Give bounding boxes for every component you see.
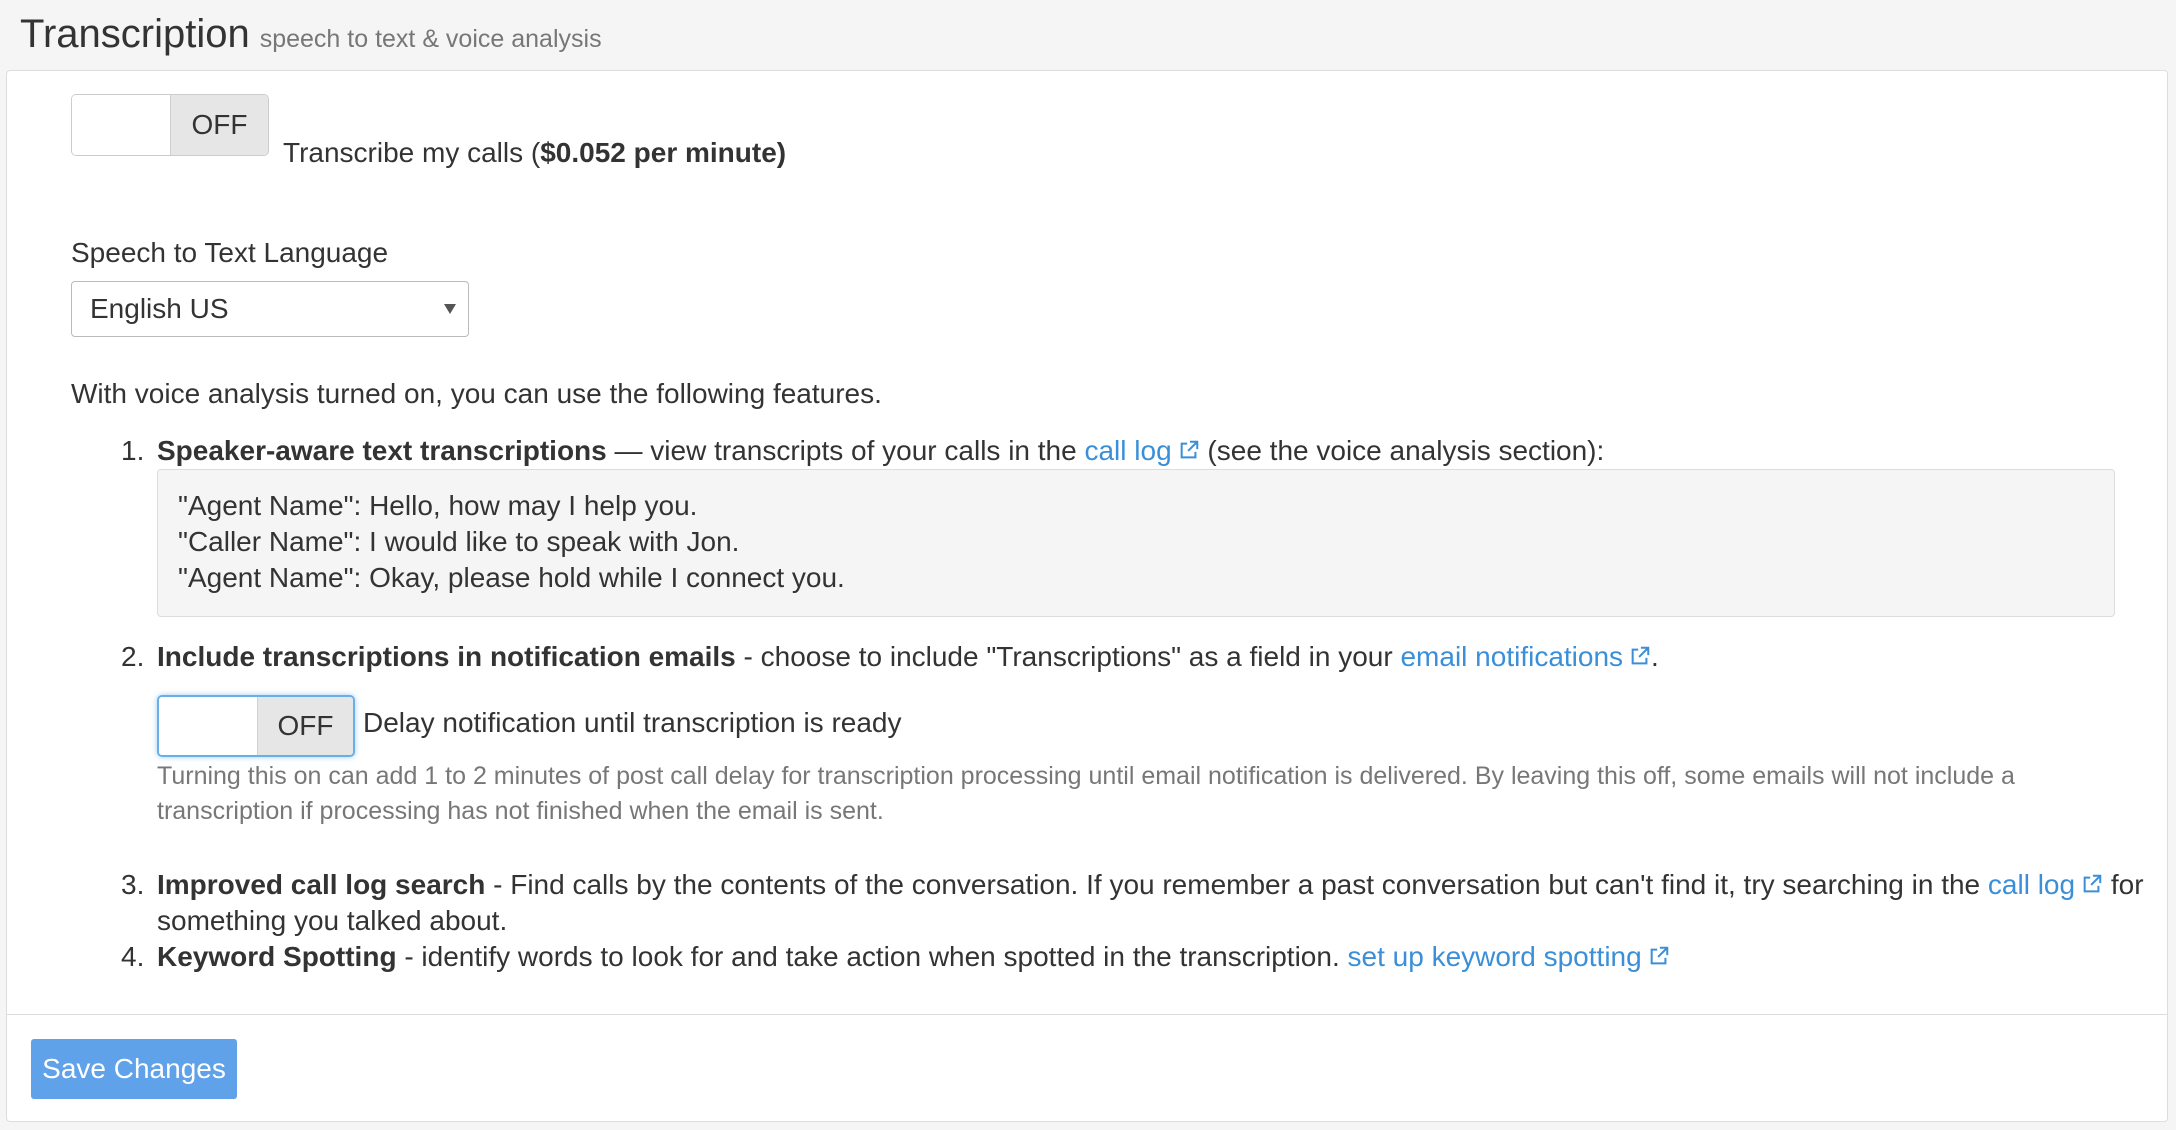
feature-2-text: - choose to include "Transcriptions" as a field in your — [735, 641, 1401, 672]
external-link-icon[interactable] — [1629, 645, 1651, 667]
feature-2 — [157, 639, 1659, 675]
feature-4-title: Keyword Spotting — [157, 941, 397, 972]
language-label: Speech to Text Language — [71, 237, 389, 268]
transcribe-toggle[interactable] — [71, 94, 269, 156]
save-changes-button[interactable]: Save Changes — [31, 1039, 237, 1099]
page-title: Transcription — [20, 12, 250, 56]
transcribe-label-prefix: Transcribe my calls ( — [283, 137, 541, 168]
toggle-knob — [159, 697, 257, 755]
feature-3-number: 3. — [121, 869, 145, 900]
feature-4-number: 4. — [121, 941, 145, 972]
feature-3-continuation: something you talked about. — [157, 905, 508, 936]
feature-1-title: Speaker-aware text transcriptions — [157, 435, 607, 466]
feature-1 — [157, 433, 1604, 469]
feature-1-text-after: (see the voice analysis section): — [1199, 435, 1605, 466]
keyword-spotting-link[interactable]: set up keyword spotting — [1347, 941, 1642, 972]
delay-notification-label: Delay notification until transcription is ready — [363, 707, 902, 738]
transcribe-label — [283, 135, 786, 171]
caret-down-icon — [444, 304, 456, 314]
email-notifications-link[interactable]: email notifications — [1400, 641, 1624, 672]
external-link-icon[interactable] — [2081, 873, 2103, 895]
language-selected-value: English US — [90, 293, 229, 324]
feature-3 — [157, 867, 2144, 903]
page-header — [20, 12, 602, 62]
feature-2-text-after: . — [1651, 641, 1659, 672]
settings-panel — [6, 70, 2168, 1122]
feature-4-text: - identify words to look for and take action when spotted in the transcription. — [396, 941, 1348, 972]
feature-3-text-after: for — [2103, 869, 2144, 900]
transcript-line: "Agent Name": Okay, please hold while I connect you. — [178, 562, 845, 593]
footer-divider — [7, 1014, 2167, 1015]
feature-1-number: 1. — [121, 435, 145, 466]
feature-3-text: - Find calls by the contents of the conversation. If you remember a past conversation but can't find it, try searching in the — [485, 869, 1988, 900]
toggle-state-label: OFF — [170, 95, 268, 155]
feature-4 — [157, 939, 1670, 975]
delay-notification-help: Turning this on can add 1 to 2 minutes of post call delay for transcription processing until email notification is delivered. By leaving this off, some emails will not include a transcription if processing has not finished when the email is sent. — [157, 762, 2015, 825]
feature-2-number: 2. — [121, 641, 145, 672]
feature-1-text: — view transcripts of your calls in the — [606, 435, 1085, 466]
feature-3-title: Improved call log search — [157, 869, 486, 900]
features-intro: With voice analysis turned on, you can use the following features. — [71, 378, 882, 409]
call-log-link[interactable]: call log — [1987, 869, 2076, 900]
transcript-example — [157, 469, 2115, 617]
toggle-knob — [72, 95, 170, 155]
transcript-line: "Agent Name": Hello, how may I help you. — [178, 490, 698, 521]
external-link-icon[interactable] — [1178, 439, 1200, 461]
transcript-line: "Caller Name": I would like to speak with Jon. — [178, 526, 740, 557]
external-link-icon[interactable] — [1648, 945, 1670, 967]
transcribe-price: $0.052 per minute) — [540, 137, 787, 168]
toggle-state-label: OFF — [257, 697, 353, 755]
delay-notification-toggle[interactable] — [157, 695, 355, 757]
page-subtitle: speech to text & voice analysis — [259, 25, 602, 53]
feature-2-title: Include transcriptions in notification emails — [157, 641, 736, 672]
language-select[interactable] — [71, 281, 469, 337]
call-log-link[interactable]: call log — [1084, 435, 1172, 466]
